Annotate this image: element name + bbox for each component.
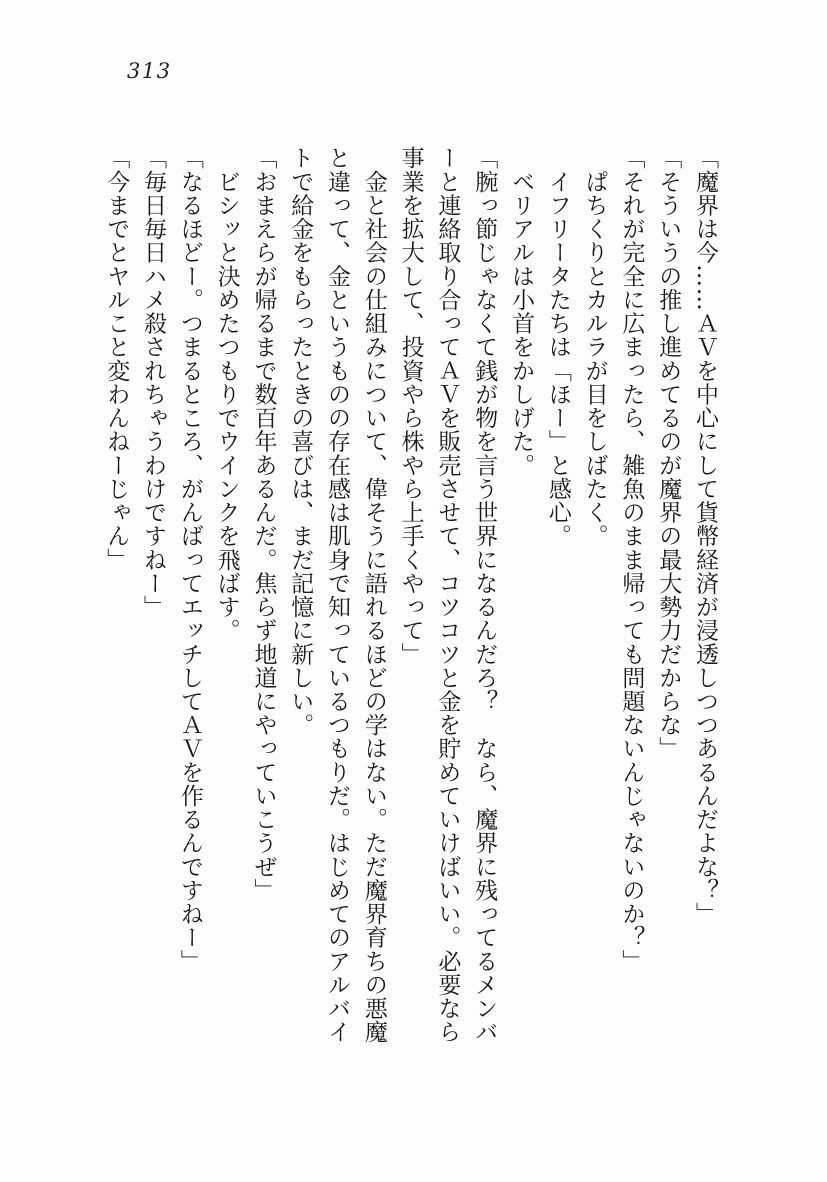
paragraph: 「おまえらが帰るまで数百年あるんだ。焦らず地道にやっていこうぜ」: [250, 146, 277, 902]
paragraph: 「魔界は今……ＡＶを中心にして貨幣経済が浸透しつつあるんだよな？」: [692, 146, 718, 926]
paragraph: 金と社会の仕組みについて、偉そうに語れるほどの学はない。ただ魔界育ちの悪魔と違って、金というものの存在感は肌身で知っているつもりだ。はじめてのアルバイトで給金をもらったときの喜びは、まだ記憶に新しい。: [287, 146, 387, 1044]
text-block: [95, 146, 723, 1044]
paragraph: ビシッと決めたつもりでウインクを飛ばす。: [213, 146, 240, 643]
paragraph: 「今までとヤルこと変わんねーじゃん」: [103, 146, 130, 572]
paragraph: 「毎日毎日ハメ殺されちゃうわけですねー」: [140, 146, 167, 619]
paragraph: 「なるほどー。つまるところ、がんばってエッチしてＡＶを作るんですねー」: [176, 146, 203, 973]
paragraph: 「それが完全に広まったら、雑魚のまま帰っても問題ないんじゃないのか？」: [618, 146, 645, 973]
paragraph: 「腕っ節じゃなくて銭が物を言う世界になるんだろ？ なら、魔界に残ってるメンバーと連絡取り合ってＡＶを販売させて、コツコツと金を貯めていけばいい。必要なら事業を拡大して、投資やら株やら上手くやって」: [397, 146, 498, 1044]
paragraph: ベリアルは小首をかしげた。: [508, 146, 535, 477]
paragraph: イフリータたちは「ほー」と感心。: [544, 146, 571, 548]
paragraph: ぱちくりとカルラが目をしばたく。: [581, 146, 608, 548]
page-number: 313: [127, 59, 172, 83]
paragraph: 「そういうの推し進めてるのが魔界の最大勢力だからな」: [655, 146, 682, 761]
